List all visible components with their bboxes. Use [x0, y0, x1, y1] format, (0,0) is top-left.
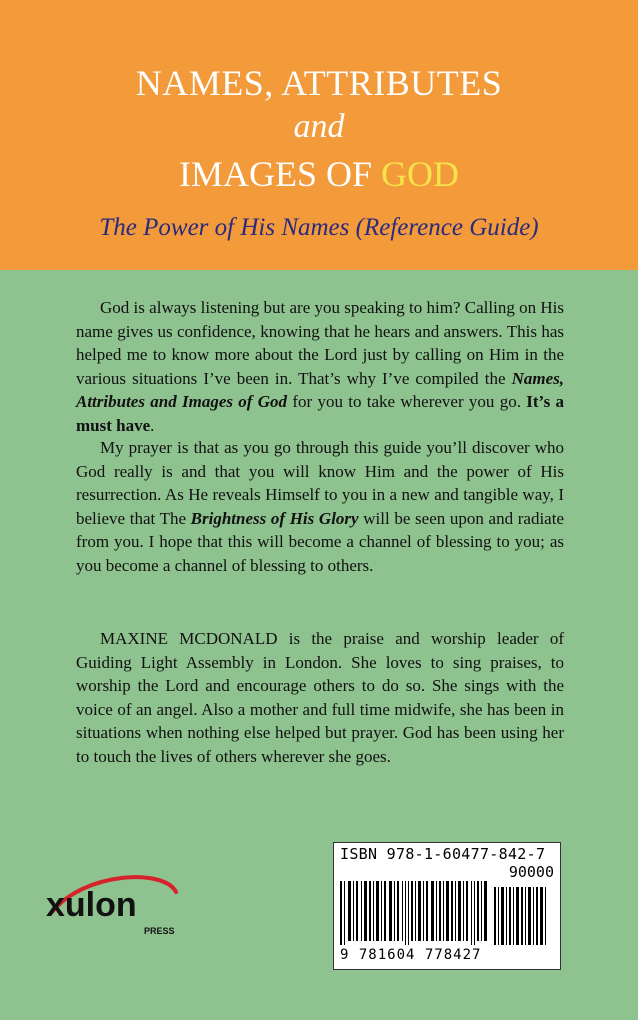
p2-text-a: My prayer is that as you go through this guide you’ll discover who God really is and that you will know Him and the power of His resurrection. As He reveals Himself to you in a new and tangible way, I believe that The: [76, 438, 564, 528]
p1-text-c: .: [150, 415, 155, 435]
description-paragraph-2: [76, 436, 564, 577]
publisher-logo: [44, 872, 184, 942]
p2-text-b: will be seen upon and radiate from you. I hope that this will become a channel of blessing to you; as you become a channel of blessing to others.: [76, 508, 564, 575]
title-god: GOD: [381, 154, 460, 194]
cover-header: [0, 0, 638, 270]
p1-text-a: God is always listening but are you speaking to him? Calling on His name gives us confidence, knowing that he hears and answers. This has helped me to know more about the Lord just by calling on Him in the various situations I’ve been in. That’s why I’ve compiled the: [76, 298, 564, 388]
p1-must-have: It’s a must have: [76, 392, 564, 435]
title-line-3: [0, 153, 638, 195]
p1-text-b: for you to take wherever you go.: [287, 392, 527, 411]
logo-wordmark: xulon: [46, 886, 137, 924]
p1-book-title: Names, Attributes and Images of God: [76, 368, 564, 411]
title-line-1: NAMES, ATTRIBUTES: [135, 63, 503, 103]
author-bio-text: MAXINE MCDONALD is the praise and worship leader of Guiding Light Assembly in London. She loves to sing praises, to worship the Lord and encourage others to do so. She sings with the voice of an angel. Also a mother and full time midwife, she has been in situations when nothing else helped but prayer. God has been using her to touch the lives of others wherever she goes.: [76, 629, 564, 766]
title-prefix: IMAGES OF: [178, 154, 382, 194]
addon-barcode-bars-icon: [494, 881, 554, 945]
logo-press: PRESS: [144, 926, 175, 936]
isbn-label: ISBN 978-1-60477-842-7: [340, 845, 546, 863]
description-paragraph-1: [76, 296, 564, 437]
barcode-number: 9 781604 778427: [340, 947, 482, 963]
xulon-logo-icon: [44, 872, 184, 942]
title-and: and: [293, 108, 345, 145]
p2-brightness: Brightness of His Glory: [190, 508, 359, 528]
subtitle: The Power of His Names (Reference Guide): [99, 214, 539, 241]
barcode-bars-icon: [340, 881, 490, 945]
author-bio: [76, 627, 564, 768]
price-code: 90000: [508, 863, 554, 881]
barcode: [333, 842, 561, 970]
